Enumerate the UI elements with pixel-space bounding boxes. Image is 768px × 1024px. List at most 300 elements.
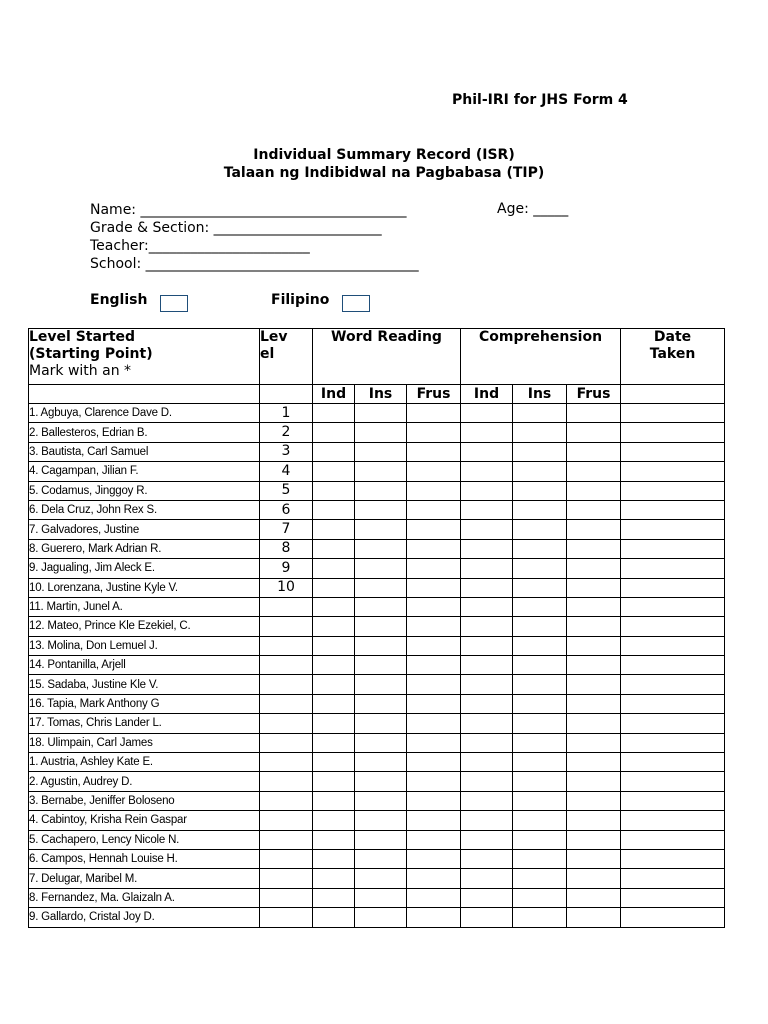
comp-ind-cell[interactable]: [461, 559, 513, 578]
student-name: 15. Sadaba, Justine Kle V.: [29, 675, 260, 694]
word-reading-header: Word Reading: [313, 329, 461, 385]
table-row: [29, 849, 725, 868]
wr-ind-cell[interactable]: [313, 520, 355, 539]
level-cell[interactable]: [260, 830, 313, 849]
age-field[interactable]: Age: _____: [497, 201, 569, 217]
wr-ind-cell[interactable]: [313, 791, 355, 810]
wr-frus-cell[interactable]: [407, 772, 461, 791]
student-name: 11. Martin, Junel A.: [29, 597, 260, 616]
comp-ind-cell[interactable]: [461, 869, 513, 888]
date-taken-cell[interactable]: [621, 617, 725, 636]
wr-ins-cell[interactable]: [355, 442, 407, 461]
comp-frus-cell[interactable]: [567, 772, 621, 791]
wr-ind-cell[interactable]: [313, 753, 355, 772]
table-row: [29, 733, 725, 752]
level-cell[interactable]: [260, 597, 313, 616]
wr-ins-cell[interactable]: [355, 675, 407, 694]
wr-ind-cell[interactable]: [313, 675, 355, 694]
comp-ins-cell[interactable]: [513, 578, 567, 597]
comp-ins-cell[interactable]: [513, 908, 567, 927]
date-taken-cell[interactable]: [621, 908, 725, 927]
level-cell[interactable]: [260, 772, 313, 791]
english-checkbox[interactable]: [160, 295, 188, 312]
wr-frus-cell[interactable]: [407, 462, 461, 481]
student-name: 3. Bernabe, Jeniffer Boloseno: [29, 791, 260, 810]
wr-ins-cell[interactable]: [355, 656, 407, 675]
comp-ind-cell[interactable]: [461, 617, 513, 636]
comp-ind-cell[interactable]: [461, 830, 513, 849]
title-isr: Individual Summary Record (ISR): [253, 147, 515, 163]
comp-frus-cell[interactable]: [567, 675, 621, 694]
wr-ind-cell[interactable]: [313, 597, 355, 616]
comp-frus-cell[interactable]: [567, 423, 621, 442]
date-taken-cell[interactable]: [621, 462, 725, 481]
comp-ind-cell[interactable]: [461, 423, 513, 442]
comp-ind-cell[interactable]: [461, 539, 513, 558]
comp-ins-cell[interactable]: [513, 404, 567, 423]
wr-ind-cell[interactable]: [313, 772, 355, 791]
filipino-label: Filipino: [271, 292, 330, 308]
wr-ins-cell[interactable]: [355, 830, 407, 849]
date-taken-cell[interactable]: [621, 500, 725, 519]
comp-ind-header: Ind: [461, 385, 513, 404]
wr-ind-cell[interactable]: [313, 714, 355, 733]
level-header: [260, 329, 313, 385]
table-row: [29, 811, 725, 830]
level-started-label: Level Started: [29, 329, 136, 345]
date-taken-header: [621, 329, 725, 385]
wr-ins-cell[interactable]: [355, 636, 407, 655]
wr-ins-cell[interactable]: [355, 597, 407, 616]
comp-ins-cell[interactable]: [513, 423, 567, 442]
comp-ind-cell[interactable]: [461, 694, 513, 713]
comp-frus-cell[interactable]: [567, 656, 621, 675]
wr-ins-cell[interactable]: [355, 500, 407, 519]
student-name: 2. Agustin, Audrey D.: [29, 772, 260, 791]
date-taken-cell[interactable]: [621, 404, 725, 423]
table-row: [29, 656, 725, 675]
comp-ind-cell[interactable]: [461, 481, 513, 500]
table-row: [29, 500, 725, 519]
student-name: 6. Dela Cruz, John Rex S.: [29, 500, 260, 519]
level-cell[interactable]: [260, 908, 313, 927]
teacher-field[interactable]: Teacher:_______________________: [90, 238, 310, 254]
comp-ind-cell[interactable]: [461, 791, 513, 810]
level-cell[interactable]: 2: [260, 423, 313, 442]
comp-frus-cell[interactable]: [567, 462, 621, 481]
comp-ins-cell[interactable]: [513, 481, 567, 500]
student-name: 13. Molina, Don Lemuel J.: [29, 636, 260, 655]
comp-frus-cell[interactable]: [567, 559, 621, 578]
comp-ins-cell[interactable]: [513, 830, 567, 849]
wr-ind-cell[interactable]: [313, 811, 355, 830]
wr-ins-header: Ins: [355, 385, 407, 404]
date-taken-cell[interactable]: [621, 772, 725, 791]
date-taken-cell[interactable]: [621, 578, 725, 597]
wr-frus-cell[interactable]: [407, 694, 461, 713]
wr-frus-cell[interactable]: [407, 500, 461, 519]
comp-frus-cell[interactable]: [567, 442, 621, 461]
grade-section-field[interactable]: Grade & Section: ________________________: [90, 220, 382, 236]
wr-frus-cell[interactable]: [407, 733, 461, 752]
comp-ins-cell[interactable]: [513, 500, 567, 519]
student-name: 9. Gallardo, Cristal Joy D.: [29, 908, 260, 927]
wr-ind-cell[interactable]: [313, 830, 355, 849]
wr-ins-cell[interactable]: [355, 791, 407, 810]
date-label: Date: [653, 329, 692, 345]
wr-frus-cell[interactable]: [407, 481, 461, 500]
comp-ins-cell[interactable]: [513, 539, 567, 558]
taken-label: Taken: [649, 346, 696, 362]
date-taken-cell[interactable]: [621, 656, 725, 675]
comp-ins-cell[interactable]: [513, 597, 567, 616]
form-code: Phil-IRI for JHS Form 4: [452, 92, 628, 108]
level-cell[interactable]: 4: [260, 462, 313, 481]
comp-ins-cell[interactable]: [513, 559, 567, 578]
wr-frus-cell[interactable]: [407, 597, 461, 616]
wr-ind-cell[interactable]: [313, 908, 355, 927]
wr-ind-cell[interactable]: [313, 656, 355, 675]
table-row: [29, 675, 725, 694]
wr-ind-cell[interactable]: [313, 888, 355, 907]
table-row: [29, 694, 725, 713]
date-taken-cell[interactable]: [621, 442, 725, 461]
wr-frus-cell[interactable]: [407, 888, 461, 907]
wr-frus-cell[interactable]: [407, 675, 461, 694]
comp-frus-cell[interactable]: [567, 617, 621, 636]
wr-ins-cell[interactable]: [355, 849, 407, 868]
level-cell[interactable]: [260, 849, 313, 868]
table-row: [29, 617, 725, 636]
table-row: [29, 888, 725, 907]
comp-ins-cell[interactable]: [513, 694, 567, 713]
comp-ins-cell[interactable]: [513, 714, 567, 733]
comp-ind-cell[interactable]: [461, 849, 513, 868]
subheader-blank: [260, 385, 313, 404]
wr-ins-cell[interactable]: [355, 462, 407, 481]
table-row: [29, 791, 725, 810]
level-header-line1: Lev: [260, 329, 288, 345]
wr-frus-cell[interactable]: [407, 811, 461, 830]
level-cell[interactable]: [260, 617, 313, 636]
level-cell[interactable]: [260, 888, 313, 907]
comp-ins-cell[interactable]: [513, 675, 567, 694]
wr-ind-cell[interactable]: [313, 694, 355, 713]
wr-ind-header: Ind: [313, 385, 355, 404]
comp-ins-cell[interactable]: [513, 617, 567, 636]
comp-frus-cell[interactable]: [567, 404, 621, 423]
info-fields: [90, 201, 419, 273]
wr-frus-cell[interactable]: [407, 830, 461, 849]
comp-ind-cell[interactable]: [461, 520, 513, 539]
level-cell[interactable]: [260, 656, 313, 675]
student-name: 5. Codamus, Jinggoy R.: [29, 481, 260, 500]
table-row: [29, 442, 725, 461]
wr-ind-cell[interactable]: [313, 404, 355, 423]
comp-ins-cell[interactable]: [513, 520, 567, 539]
wr-ins-cell[interactable]: [355, 423, 407, 442]
wr-frus-cell[interactable]: [407, 869, 461, 888]
comp-ind-cell[interactable]: [461, 714, 513, 733]
wr-frus-cell[interactable]: [407, 849, 461, 868]
level-cell[interactable]: [260, 791, 313, 810]
comp-frus-cell[interactable]: [567, 888, 621, 907]
english-label: English: [90, 292, 148, 308]
student-name: 16. Tapia, Mark Anthony G: [29, 694, 260, 713]
date-taken-cell[interactable]: [621, 791, 725, 810]
level-cell[interactable]: [260, 675, 313, 694]
level-cell[interactable]: [260, 869, 313, 888]
wr-frus-cell[interactable]: [407, 617, 461, 636]
wr-ins-cell[interactable]: [355, 559, 407, 578]
date-taken-cell[interactable]: [621, 675, 725, 694]
comp-frus-cell[interactable]: [567, 597, 621, 616]
name-field[interactable]: Name: ______________________________________: [90, 202, 407, 218]
wr-frus-cell[interactable]: [407, 791, 461, 810]
wr-ins-cell[interactable]: [355, 617, 407, 636]
comp-ins-cell[interactable]: [513, 791, 567, 810]
comp-ind-cell[interactable]: [461, 636, 513, 655]
table-row: [29, 714, 725, 733]
date-taken-cell[interactable]: [621, 694, 725, 713]
table-row: [29, 869, 725, 888]
comp-ind-cell[interactable]: [461, 675, 513, 694]
wr-frus-cell[interactable]: [407, 539, 461, 558]
wr-ind-cell[interactable]: [313, 617, 355, 636]
student-name: 3. Bautista, Carl Samuel: [29, 442, 260, 461]
student-name: 14. Pontanilla, Arjell: [29, 656, 260, 675]
date-taken-cell[interactable]: [621, 520, 725, 539]
comp-frus-cell[interactable]: [567, 694, 621, 713]
comp-ind-cell[interactable]: [461, 500, 513, 519]
level-cell[interactable]: 3: [260, 442, 313, 461]
table-row: [29, 404, 725, 423]
comp-ins-cell[interactable]: [513, 869, 567, 888]
wr-ins-cell[interactable]: [355, 714, 407, 733]
comp-ind-cell[interactable]: [461, 578, 513, 597]
wr-ins-cell[interactable]: [355, 539, 407, 558]
level-cell[interactable]: [260, 714, 313, 733]
wr-ind-cell[interactable]: [313, 733, 355, 752]
comp-frus-cell[interactable]: [567, 500, 621, 519]
comp-ins-cell[interactable]: [513, 849, 567, 868]
comp-frus-cell[interactable]: [567, 908, 621, 927]
comp-ind-cell[interactable]: [461, 772, 513, 791]
subheader-blank: [621, 385, 725, 404]
wr-ins-cell[interactable]: [355, 811, 407, 830]
filipino-checkbox[interactable]: [342, 295, 370, 312]
date-taken-cell[interactable]: [621, 733, 725, 752]
date-taken-cell[interactable]: [621, 481, 725, 500]
comp-ind-cell[interactable]: [461, 811, 513, 830]
level-cell[interactable]: [260, 811, 313, 830]
comp-ind-cell[interactable]: [461, 656, 513, 675]
comp-ins-cell[interactable]: [513, 772, 567, 791]
comp-ins-cell[interactable]: [513, 636, 567, 655]
wr-frus-header: Frus: [407, 385, 461, 404]
comp-ins-cell[interactable]: [513, 656, 567, 675]
date-taken-cell[interactable]: [621, 811, 725, 830]
level-cell[interactable]: 8: [260, 539, 313, 558]
comp-ind-cell[interactable]: [461, 908, 513, 927]
comp-frus-cell[interactable]: [567, 481, 621, 500]
comp-ind-cell[interactable]: [461, 404, 513, 423]
subheader-blank: [29, 385, 260, 404]
comp-ins-cell[interactable]: [513, 888, 567, 907]
comp-frus-cell[interactable]: [567, 636, 621, 655]
wr-ind-cell[interactable]: [313, 423, 355, 442]
comp-ins-cell[interactable]: [513, 753, 567, 772]
date-taken-cell[interactable]: [621, 753, 725, 772]
wr-ind-cell[interactable]: [313, 849, 355, 868]
wr-frus-cell[interactable]: [407, 404, 461, 423]
comp-ind-cell[interactable]: [461, 733, 513, 752]
comp-ind-cell[interactable]: [461, 597, 513, 616]
comp-ins-cell[interactable]: [513, 462, 567, 481]
student-name: 8. Fernandez, Ma. Glaizaln A.: [29, 888, 260, 907]
level-cell[interactable]: 7: [260, 520, 313, 539]
wr-ind-cell[interactable]: [313, 869, 355, 888]
wr-frus-cell[interactable]: [407, 423, 461, 442]
wr-frus-cell[interactable]: [407, 559, 461, 578]
comp-ind-cell[interactable]: [461, 462, 513, 481]
level-header-line2: el: [260, 346, 275, 362]
wr-frus-cell[interactable]: [407, 656, 461, 675]
level-cell[interactable]: [260, 733, 313, 752]
level-cell[interactable]: [260, 636, 313, 655]
comp-frus-cell[interactable]: [567, 869, 621, 888]
title-tip: Talaan ng Indibidwal na Pagbabasa (TIP): [223, 165, 545, 181]
student-name: 1. Agbuya, Clarence Dave D.: [29, 404, 260, 423]
table-row: [29, 578, 725, 597]
table-row: [29, 462, 725, 481]
student-name: 8. Guerero, Mark Adrian R.: [29, 539, 260, 558]
wr-ind-cell[interactable]: [313, 462, 355, 481]
date-taken-cell[interactable]: [621, 636, 725, 655]
wr-frus-cell[interactable]: [407, 442, 461, 461]
wr-frus-cell[interactable]: [407, 753, 461, 772]
comp-ins-header: Ins: [513, 385, 567, 404]
wr-frus-cell[interactable]: [407, 908, 461, 927]
comp-ind-cell[interactable]: [461, 753, 513, 772]
summary-table: [28, 328, 725, 928]
wr-ins-cell[interactable]: [355, 404, 407, 423]
level-cell[interactable]: [260, 753, 313, 772]
table-row: [29, 830, 725, 849]
student-name: 7. Galvadores, Justine: [29, 520, 260, 539]
wr-ins-cell[interactable]: [355, 578, 407, 597]
comp-frus-cell[interactable]: [567, 849, 621, 868]
comp-ind-cell[interactable]: [461, 442, 513, 461]
date-taken-cell[interactable]: [621, 888, 725, 907]
date-taken-cell[interactable]: [621, 597, 725, 616]
comp-frus-cell[interactable]: [567, 520, 621, 539]
comp-frus-cell[interactable]: [567, 714, 621, 733]
wr-ind-cell[interactable]: [313, 481, 355, 500]
comp-frus-cell[interactable]: [567, 753, 621, 772]
wr-ins-cell[interactable]: [355, 520, 407, 539]
wr-ins-cell[interactable]: [355, 753, 407, 772]
wr-ins-cell[interactable]: [355, 908, 407, 927]
comp-ind-cell[interactable]: [461, 888, 513, 907]
level-cell[interactable]: 6: [260, 500, 313, 519]
comp-frus-cell[interactable]: [567, 539, 621, 558]
wr-frus-cell[interactable]: [407, 520, 461, 539]
wr-ind-cell[interactable]: [313, 500, 355, 519]
wr-ind-cell[interactable]: [313, 559, 355, 578]
wr-ins-cell[interactable]: [355, 869, 407, 888]
table-row: [29, 636, 725, 655]
date-taken-cell[interactable]: [621, 423, 725, 442]
comp-frus-cell[interactable]: [567, 811, 621, 830]
student-name: 6. Campos, Hennah Louise H.: [29, 849, 260, 868]
wr-frus-cell[interactable]: [407, 578, 461, 597]
wr-ind-cell[interactable]: [313, 578, 355, 597]
comprehension-header: Comprehension: [461, 329, 621, 385]
comp-ins-cell[interactable]: [513, 442, 567, 461]
comp-frus-header: Frus: [567, 385, 621, 404]
level-cell[interactable]: 1: [260, 404, 313, 423]
wr-ind-cell[interactable]: [313, 539, 355, 558]
comp-ins-cell[interactable]: [513, 811, 567, 830]
student-name: 4. Cabintoy, Krisha Rein Gaspar: [29, 811, 260, 830]
student-name: 18. Ulimpain, Carl James: [29, 733, 260, 752]
table-row: [29, 520, 725, 539]
student-name: 1. Austria, Ashley Kate E.: [29, 753, 260, 772]
wr-frus-cell[interactable]: [407, 636, 461, 655]
student-name: 17. Tomas, Chris Lander L.: [29, 714, 260, 733]
table-row: [29, 539, 725, 558]
student-name: 7. Delugar, Maribel M.: [29, 869, 260, 888]
student-name: 10. Lorenzana, Justine Kyle V.: [29, 578, 260, 597]
wr-ind-cell[interactable]: [313, 442, 355, 461]
date-taken-cell[interactable]: [621, 869, 725, 888]
date-taken-cell[interactable]: [621, 539, 725, 558]
level-cell[interactable]: [260, 694, 313, 713]
date-taken-cell[interactable]: [621, 849, 725, 868]
table-row: [29, 481, 725, 500]
level-cell[interactable]: 9: [260, 559, 313, 578]
level-cell[interactable]: 5: [260, 481, 313, 500]
comp-frus-cell[interactable]: [567, 578, 621, 597]
student-name: 12. Mateo, Prince Kle Ezekiel, C.: [29, 617, 260, 636]
wr-ind-cell[interactable]: [313, 636, 355, 655]
wr-ins-cell[interactable]: [355, 481, 407, 500]
wr-ins-cell[interactable]: [355, 888, 407, 907]
student-name: 5. Cachapero, Lency Nicole N.: [29, 830, 260, 849]
comp-frus-cell[interactable]: [567, 791, 621, 810]
table-row: [29, 772, 725, 791]
table-row: [29, 753, 725, 772]
date-taken-cell[interactable]: [621, 714, 725, 733]
level-cell[interactable]: 10: [260, 578, 313, 597]
student-name: 2. Ballesteros, Edrian B.: [29, 423, 260, 442]
school-field[interactable]: School: _______________________________________: [90, 256, 419, 272]
wr-frus-cell[interactable]: [407, 714, 461, 733]
student-name: 4. Cagampan, Jilian F.: [29, 462, 260, 481]
wr-ins-cell[interactable]: [355, 733, 407, 752]
wr-ins-cell[interactable]: [355, 694, 407, 713]
comp-ins-cell[interactable]: [513, 733, 567, 752]
level-started-header: [29, 329, 260, 385]
wr-ins-cell[interactable]: [355, 772, 407, 791]
comp-frus-cell[interactable]: [567, 830, 621, 849]
comp-frus-cell[interactable]: [567, 733, 621, 752]
table-row: [29, 597, 725, 616]
date-taken-cell[interactable]: [621, 559, 725, 578]
mark-note: Mark with an *: [29, 363, 132, 379]
date-taken-cell[interactable]: [621, 830, 725, 849]
